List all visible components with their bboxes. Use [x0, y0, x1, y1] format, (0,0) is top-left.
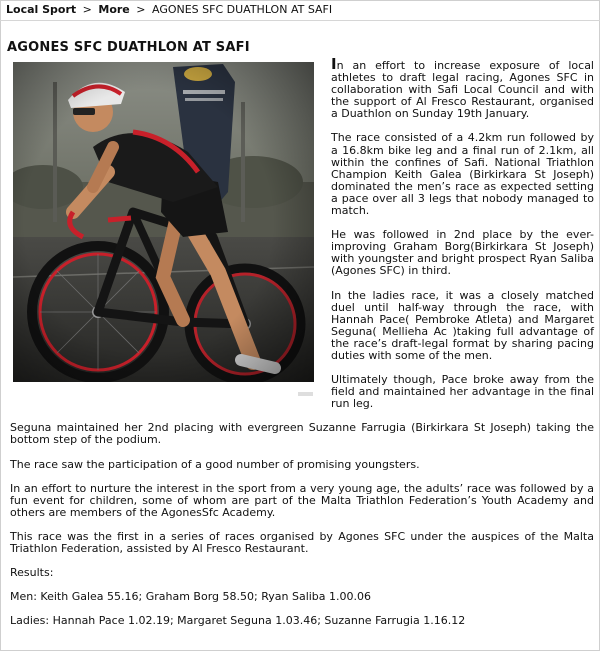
- article-body: [10, 55, 594, 639]
- breadcrumb: [6, 3, 332, 16]
- paragraph: This race was the first in a series of races organised by Agones SFC under the auspices of the Malta Triathlon Federation, assisted by Al Fresco Restaurant.: [10, 529, 594, 555]
- results-men: Men: Keith Galea 55.16; Graham Borg 58.50; Ryan Saliba 1.00.06: [10, 590, 372, 604]
- photo-spacer: [10, 58, 331, 401]
- breadcrumb-divider: [0, 20, 600, 21]
- paragraph: Ultimately though, Pace broke away from the field and maintained her advantage in the final run leg.: [331, 373, 594, 411]
- paragraph: Seguna maintained her 2nd placing with evergreen Suzanne Farrugia (Birkirkara St Joseph) taking the bottom step of the podium.: [10, 421, 594, 447]
- paragraph: In the ladies race, it was a closely matched duel until half-way through the race, with Hannah Pace( Pembroke Atleta) and Margaret Seguna( Mellieha Ac )taking full advantage of the race’s draft-legal format by sharing pacing duties with some of the men.: [331, 288, 594, 362]
- breadcrumb-current: AGONES SFC DUATHLON AT SAFI: [151, 3, 333, 16]
- paragraph: The race saw the participation of a good number of promising youngsters.: [10, 457, 420, 471]
- paragraph-text: n an effort to increase exposure of local athletes to draft legal racing, Agones SFC in collaboration with Safi Local Council and with the support of Al Fresco Restaurant, organised a Duathlon on Sunday 19th January.: [331, 59, 594, 121]
- paragraph: The race consisted of a 4.2km run followed by a 16.8km bike leg and a final run of 2.1km, all within the confines of Safi. National Triathlon Champion Keith Galea (Birkirkara St Joseph) dominated the men’s race as expected setting a pace over all 3 legs that nobody managed to match.: [331, 131, 594, 218]
- paragraph: He was followed in 2nd place by the ever-improving Graham Borg(Birkirkara St Joseph) with youngster and bright prospect Ryan Saliba (Agones SFC) in third.: [331, 228, 594, 278]
- breadcrumb-separator: >: [136, 3, 146, 16]
- breadcrumb-separator: >: [82, 3, 92, 16]
- article-title: AGONES SFC DUATHLON AT SAFI: [7, 40, 250, 55]
- breadcrumb-more[interactable]: More: [98, 3, 130, 16]
- dropcap: I: [331, 55, 337, 73]
- results-heading: Results:: [10, 566, 54, 580]
- paragraph: In an effort to nurture the interest in the sport from a very young age, the adults’ race was followed by a fun event for children, some of whom are part of the Malta Triathlon Federation’s Youth Academy and others are members of the AgonesSfc Academy.: [10, 481, 594, 519]
- breadcrumb-local-sport[interactable]: Local Sport: [6, 3, 77, 16]
- results-ladies: Ladies: Hannah Pace 1.02.19; Margaret Seguna 1.03.46; Suzanne Farrugia 1.16.12: [10, 614, 466, 628]
